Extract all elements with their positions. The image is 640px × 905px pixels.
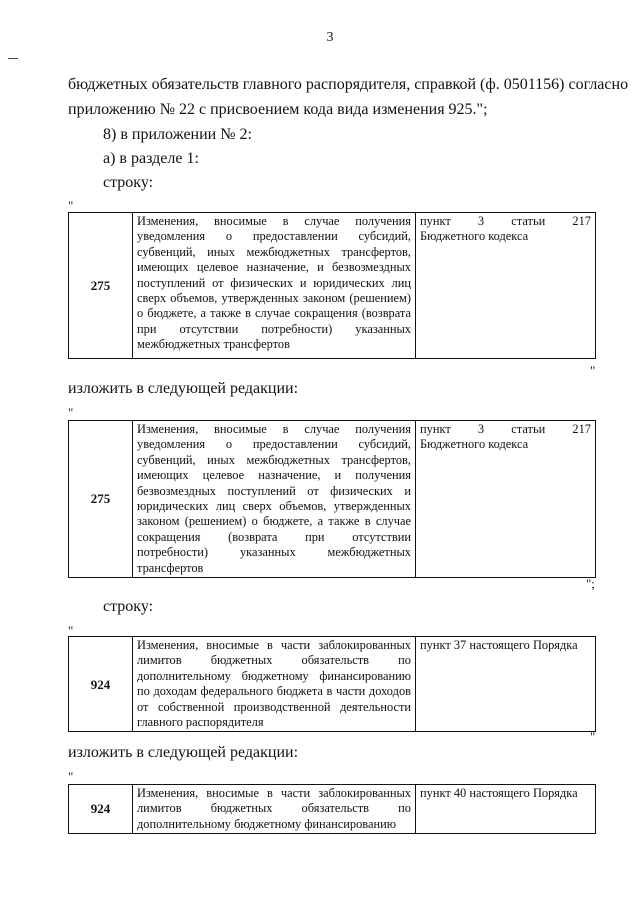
row-description: Изменения, вносимые в случае получения уведомления о предоставлении субсидий, субвенций, иных межбюджетных трансфертов, имеющих целевое назначение, и получения безвозмездных поступлений от физических и юридических лиц сверх объемов, утвержденных законом (решением) о бюджете, а также в случае сокращения (возврата при отсутствии потребности) указанных межбюджетных трансфертов: [133, 421, 416, 578]
ref-word: 217: [572, 214, 591, 228]
table-row: [69, 637, 596, 732]
row-description: Изменения, вносимые в случае получения уведомления о предоставлении субсидий, субвенций, иных межбюджетных трансфертов, имеющих целевое назначение, и безвозмездных поступлений от физических и юридических лиц сверх объемов, утвержденных законом (решением) о бюджете, а также в случае сокращения (возврата при отсутствии потребности) указанных межбюджетных трансфертов: [133, 213, 416, 359]
row-reference: [416, 421, 596, 578]
table-row: [69, 213, 596, 359]
ref-word: статьи: [511, 422, 546, 436]
ref-word: 3: [477, 422, 485, 436]
ref-line: Бюджетного кодекса: [420, 229, 529, 244]
row-code: 275: [69, 421, 133, 578]
row-description: Изменения, вносимые в части заблокированных лимитов бюджетных обязательств по дополнительному бюджетному финансированию: [133, 785, 416, 834]
ref-word: 3: [477, 214, 485, 228]
paragraph-row-label: строку:: [103, 598, 154, 615]
paragraph-instruction: изложить в следующей редакции:: [68, 380, 299, 397]
paragraph-line: приложению № 22 с присвоением кода вида изменения 925.";: [68, 101, 488, 118]
ref-word: пункт: [420, 214, 451, 228]
row-reference: [416, 213, 596, 359]
margin-mark: [8, 58, 18, 59]
page-number: 3: [326, 30, 334, 45]
paragraph-instruction: изложить в следующей редакции:: [68, 744, 299, 761]
ref-word: пункт: [420, 422, 451, 436]
open-quote: ": [68, 405, 74, 420]
open-quote: ": [68, 623, 74, 638]
close-quote: ": [590, 363, 596, 378]
row-description: Изменения, вносимые в части заблокированных лимитов бюджетных обязательств по дополнительному бюджетному финансированию по доходам федерального бюджета в части доходов от собственной производственной деятельности главного распорядителя: [133, 637, 416, 732]
row-code: 924: [69, 637, 133, 732]
row-table-new-275: [68, 420, 596, 578]
open-quote: ": [68, 769, 74, 784]
paragraph-item: 8) в приложении № 2:: [103, 126, 252, 143]
row-reference: пункт 37 настоящего Порядка: [416, 637, 596, 732]
ref-word: статьи: [511, 214, 546, 228]
close-quote-semicolon: ";: [586, 576, 595, 591]
paragraph-subitem: а) в разделе 1:: [103, 150, 199, 167]
row-code: 275: [69, 213, 133, 359]
ref-word: 217: [572, 422, 591, 436]
row-reference: пункт 40 настоящего Порядка: [416, 785, 596, 834]
table-row: [69, 785, 596, 834]
close-quote: ": [590, 729, 596, 744]
paragraph-row-label: строку:: [103, 174, 154, 191]
row-table-new-924: [68, 784, 596, 834]
ref-line: Бюджетного кодекса: [420, 437, 529, 452]
paragraph-line: бюджетных обязательств главного распорядителя, справкой (ф. 0501156) согласно: [68, 76, 629, 93]
row-code: 924: [69, 785, 133, 834]
row-table-old-924: [68, 636, 596, 732]
row-table-old-275: [68, 212, 596, 359]
open-quote: ": [68, 198, 74, 213]
table-row: [69, 421, 596, 578]
